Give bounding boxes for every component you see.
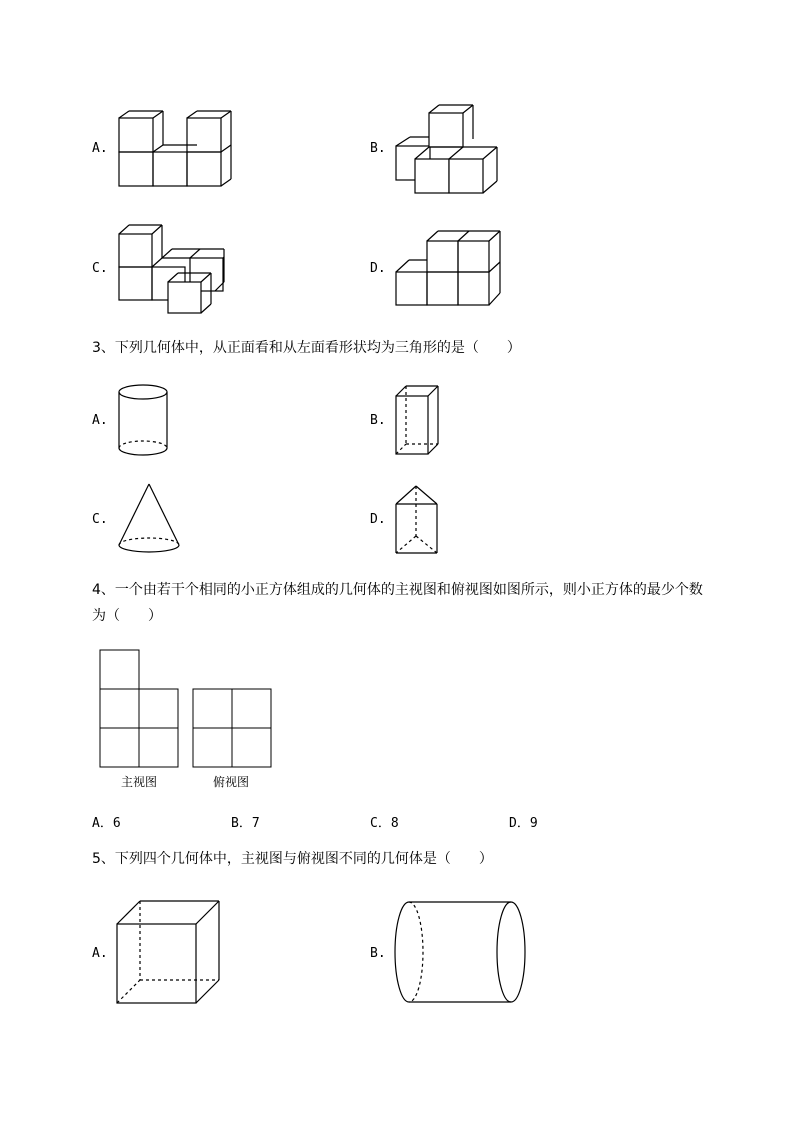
q2-option-d-label: D.	[370, 261, 386, 276]
q3-text: 3、下列几何体中，从正面看和从左面看形状均为三角形的是（ ）	[92, 340, 521, 356]
q3-prism-figure	[394, 384, 440, 458]
q4-text-line1: 4、一个由若干个相同的小正方体组成的几何体的主视图和俯视图如图所示，则小正方体的最少个数	[92, 582, 703, 598]
q4-front-view-figure	[99, 649, 181, 769]
q4-top-view-figure	[192, 688, 274, 770]
q2-option-b-label: B.	[370, 141, 386, 156]
q5-text: 5、下列四个几何体中，主视图与俯视图不同的几何体是（ ）	[92, 851, 493, 867]
q5-cube-figure	[115, 899, 223, 1007]
q2-option-b-figure	[395, 104, 500, 196]
q3-option-c-label: C.	[92, 512, 108, 527]
q4-top-view-caption: 俯视图	[213, 775, 250, 789]
q4-front-view-caption: 主视图	[121, 775, 158, 789]
q5-horizontal-cylinder-figure	[393, 898, 529, 1006]
q4-option-c: C．8	[370, 816, 399, 831]
q3-option-a-label: A.	[92, 413, 108, 428]
q3-option-b-label: B.	[370, 413, 386, 428]
q3-triangular-prism-figure	[394, 484, 440, 556]
q4-option-d: D．9	[509, 816, 538, 831]
q2-option-a-label: A.	[92, 141, 108, 156]
q3-option-d-label: D.	[370, 512, 386, 527]
q2-option-d-figure	[395, 229, 503, 309]
q2-option-c-figure	[118, 224, 228, 316]
q3-cone-figure	[117, 482, 181, 556]
q3-cylinder-figure	[117, 384, 169, 458]
q5-option-a-label: A.	[92, 946, 108, 961]
q2-option-c-label: C.	[92, 261, 108, 276]
q4-text-line2: 为（ ）	[92, 608, 162, 624]
q4-option-b: B．7	[231, 816, 260, 831]
q4-option-a: A．6	[92, 816, 121, 831]
q2-option-a-figure	[118, 110, 233, 190]
q5-option-b-label: B.	[370, 946, 386, 961]
